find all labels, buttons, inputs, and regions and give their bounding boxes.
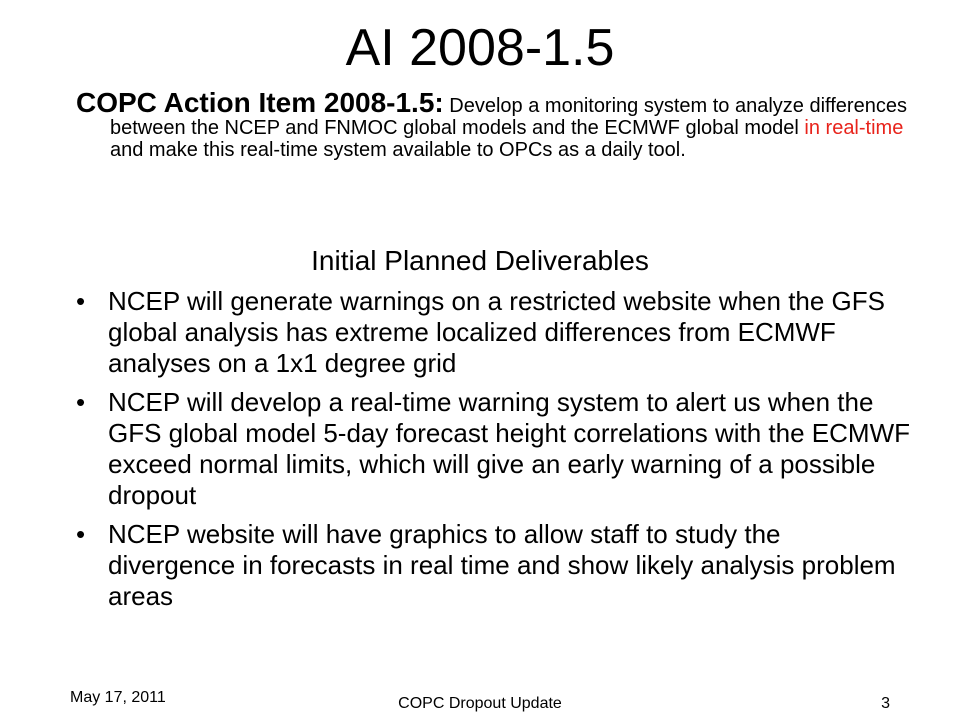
deliverable-item — [70, 286, 910, 379]
deliverables-heading: Initial Planned Deliverables — [311, 245, 649, 276]
deliverable-item — [70, 519, 910, 612]
deliverable-text: NCEP will develop a real-time warning system to alert us when the GFS global model 5-day forecast height correlations with the ECMWF exceed normal limits, which will give an early warning of a possible dropout — [108, 387, 911, 510]
action-item-highlight: in real-time — [804, 117, 904, 139]
bullet-icon: • — [76, 519, 86, 549]
action-item-text-before: Develop a monitoring system to analyze differences between the NCEP and FNMOC global models and the ECMWF global model — [110, 95, 907, 139]
action-item-lead: COPC Action Item 2008-1.5: — [76, 87, 444, 118]
deliverable-item — [70, 387, 910, 511]
bullet-icon: • — [76, 286, 86, 316]
footer-title: COPC Dropout Update — [398, 695, 562, 712]
action-item-text-after: and make this real-time system available to OPCs as a daily tool. — [110, 139, 686, 161]
page-number: 3 — [881, 695, 890, 712]
slide-title: AI 2008-1.5 — [345, 19, 615, 77]
action-item-paragraph — [76, 87, 920, 161]
footer-date: May 17, 2011 — [70, 689, 166, 706]
deliverable-text: NCEP will generate warnings on a restricted website when the GFS global analysis has extreme localized differences from ECMWF analyses on a 1x1 degree grid — [108, 286, 886, 378]
bullet-icon: • — [76, 387, 86, 417]
deliverable-text: NCEP website will have graphics to allow staff to study the divergence in forecasts in real time and show likely analysis problem areas — [108, 519, 896, 611]
deliverables-list — [70, 286, 910, 620]
